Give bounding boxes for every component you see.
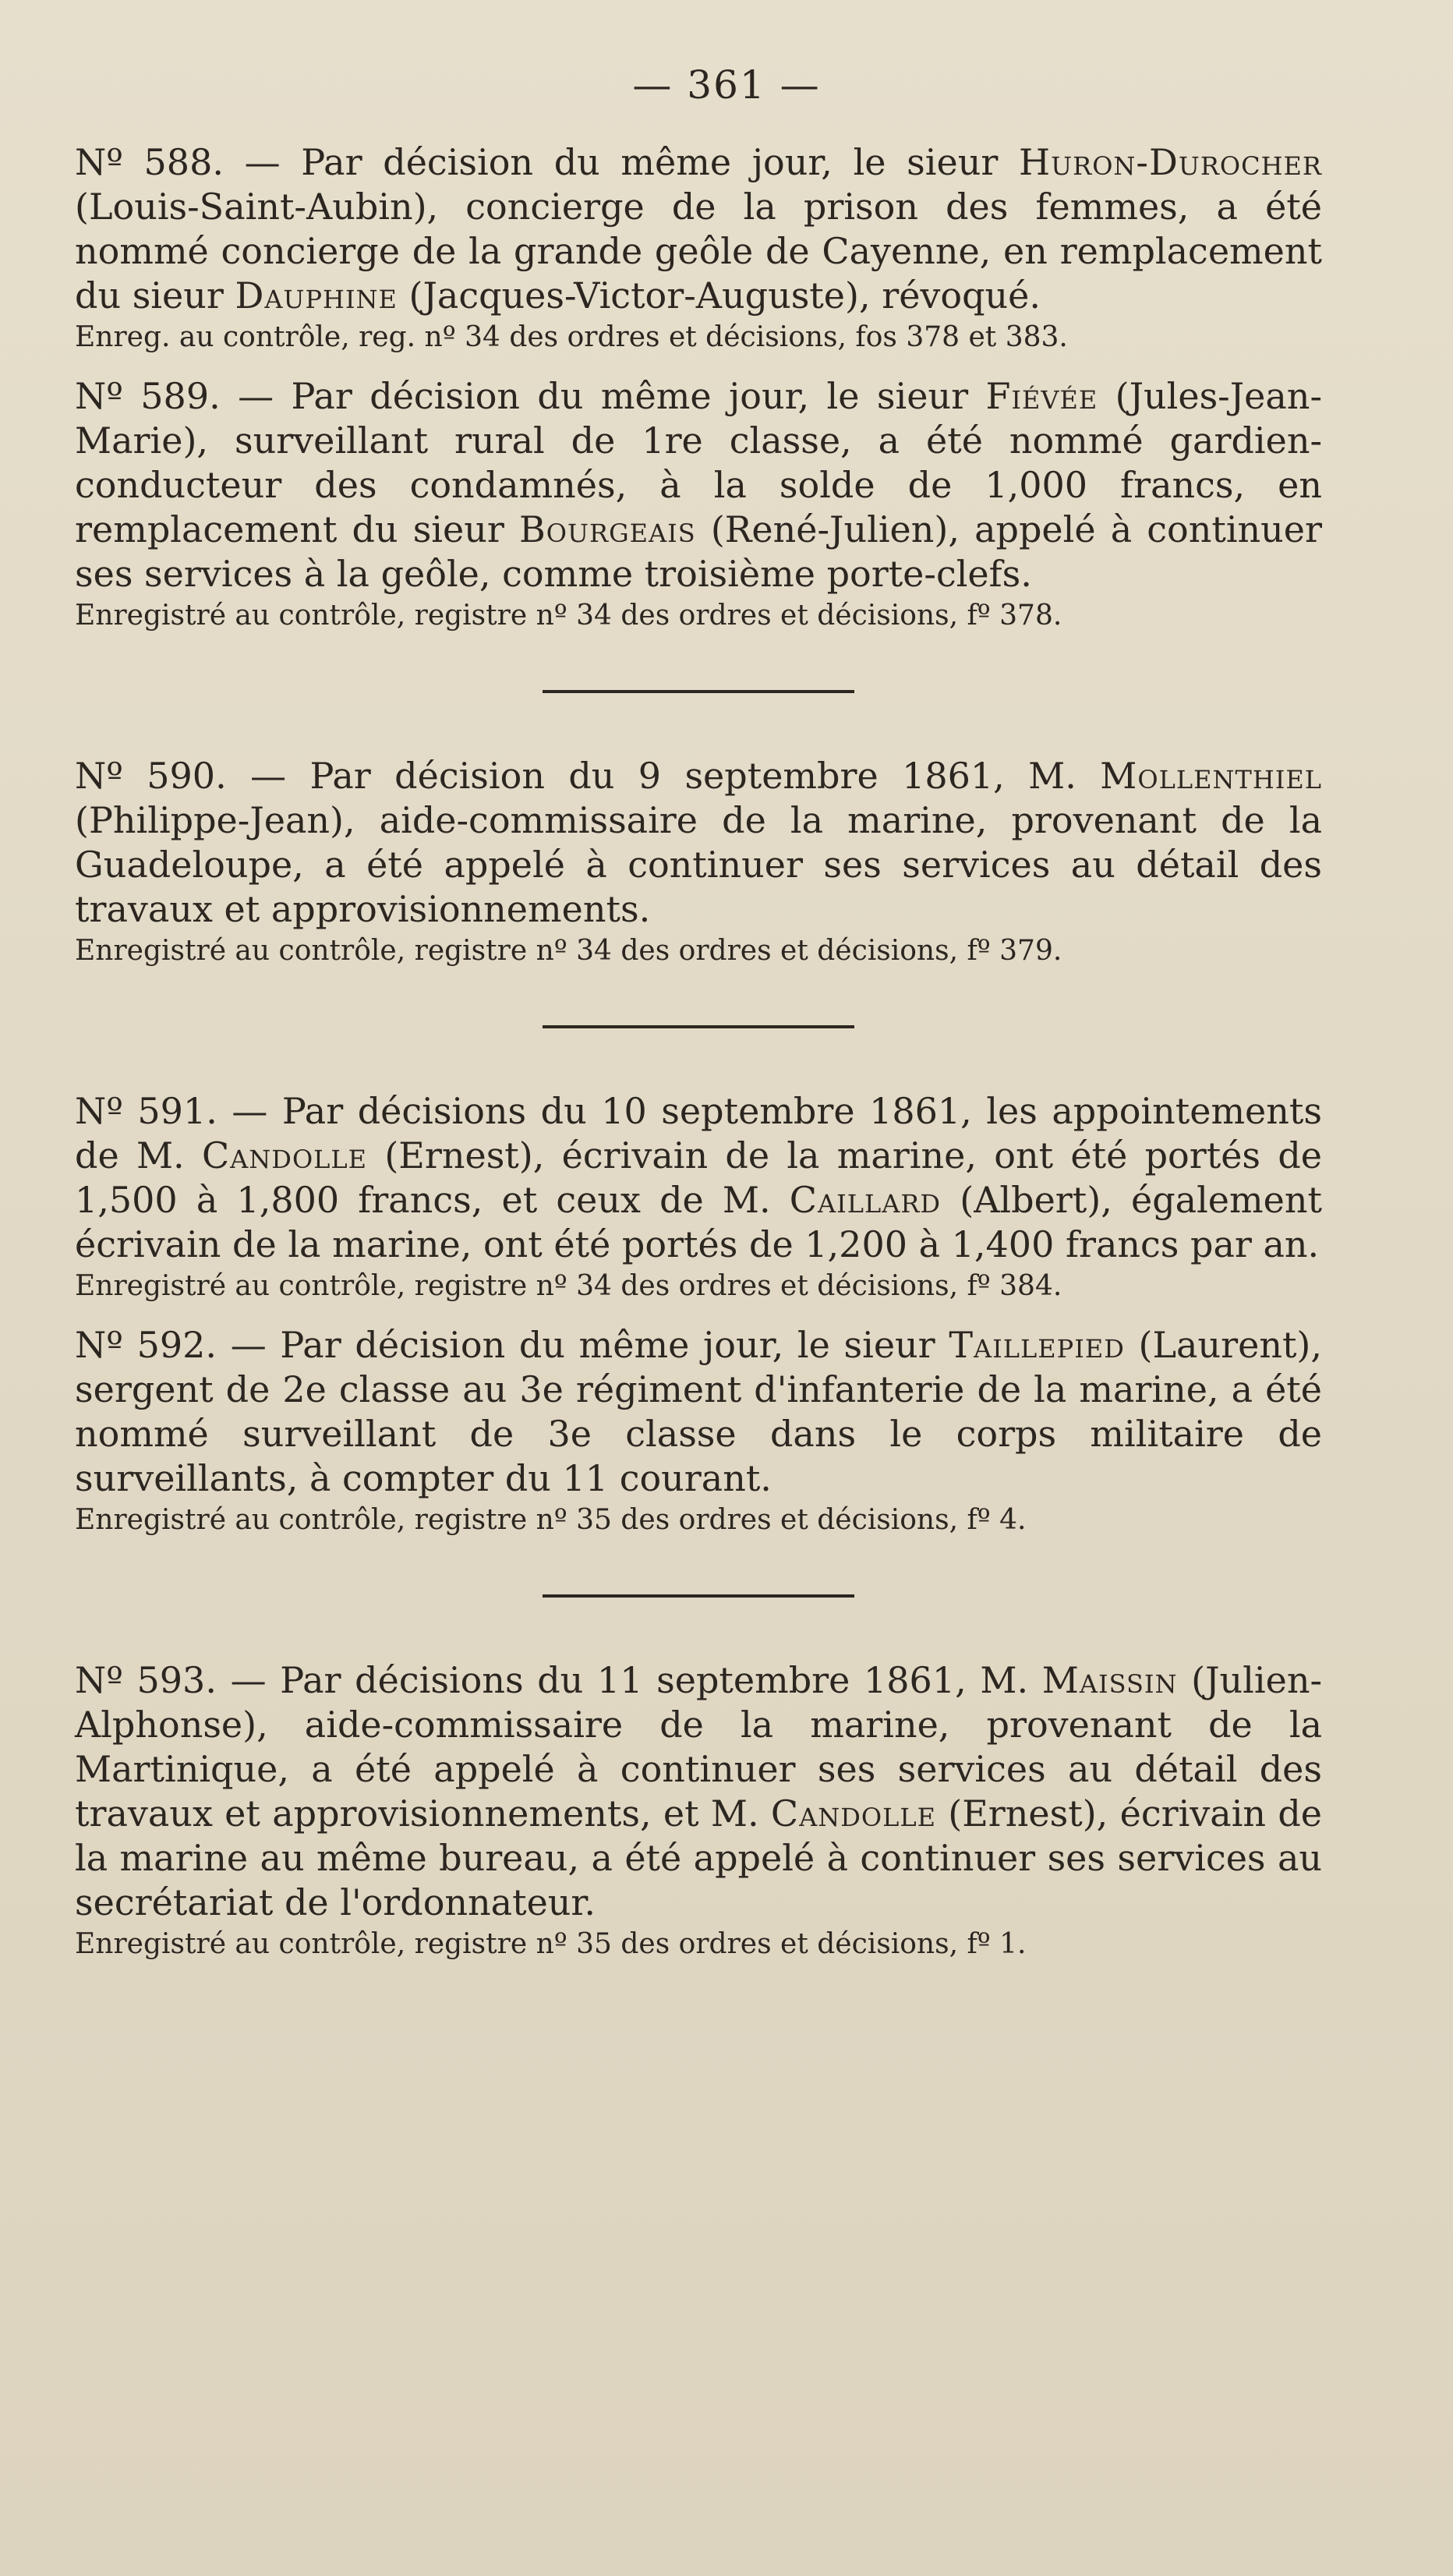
entry-number: Nº 593. xyxy=(75,1659,217,1701)
entry-591-text xyxy=(75,1089,1322,1267)
entry-593-text xyxy=(75,1658,1322,1925)
person-name: Taillepied xyxy=(949,1324,1125,1366)
entry-588-text xyxy=(75,140,1322,318)
entry-number: Nº 589. xyxy=(75,375,221,417)
entry-number: Nº 588. xyxy=(75,141,224,183)
person-name: Maissin xyxy=(1041,1659,1178,1701)
entry-text-segment: (Louis-Saint-Aubin), concierge de la prison des femmes, a été nommé concierge de la grande geôle de Cayenne, en remplacement du sieur xyxy=(75,186,1322,317)
person-name: Caillard xyxy=(789,1179,942,1221)
entry-592 xyxy=(75,1323,1322,1540)
person-name: Huron-Durocher xyxy=(1019,141,1322,183)
entry-text-segment: (Albert), également écrivain de la marine, ont été portés de 1,200 à 1,400 francs par an. xyxy=(75,1179,1322,1265)
entry-text-segment: — Par décision du même jour, le sieur xyxy=(217,1324,949,1366)
entry-text-segment: (Julien-Alphonse), aide-commissaire de la marine, provenant de la Martinique, a été appelé à continuer ses services au détail des travaux et approvisionnements, et M. xyxy=(75,1659,1322,1835)
registration-note: Enregistré au contrôle, registre nº 35 des ordres et décisions, fº 1. xyxy=(75,1928,1027,1960)
entry-number: Nº 592. xyxy=(75,1324,217,1366)
page-number: — 361 — xyxy=(632,62,821,108)
entry-589-text xyxy=(75,374,1322,596)
registration-note: Enregistré au contrôle, registre nº 35 des ordres et décisions, fº 4. xyxy=(75,1504,1027,1536)
entry-text-segment: (Ernest), écrivain de la marine au même bureau, a été appelé à continuer ses services au secrétariat de l'ordonnateur. xyxy=(75,1792,1323,1923)
entry-593 xyxy=(75,1658,1322,1964)
person-name: Candolle xyxy=(770,1792,936,1835)
entry-text-segment: — Par décisions du 10 septembre 1861, les appointements de M. xyxy=(75,1090,1322,1177)
registration-note: Enreg. au contrôle, reg. nº 34 des ordres et décisions, fos 378 et 383. xyxy=(75,321,1068,353)
entry-text-segment: — Par décision du même jour, le sieur xyxy=(223,141,1020,183)
registration-note: Enregistré au contrôle, registre nº 34 des ordres et décisions, fº 384. xyxy=(75,1270,1062,1302)
entry-number: Nº 591. xyxy=(75,1090,217,1132)
page-body xyxy=(75,140,1322,1964)
entry-590-text xyxy=(75,754,1322,932)
entry-text-segment: (Philippe-Jean), aide-commissaire de la marine, provenant de la Guadeloupe, a été appelé à continuer ses services au détail des travaux et approvisionnements. xyxy=(75,799,1322,930)
person-name: Dauphine xyxy=(235,274,398,317)
person-name: Bourgeais xyxy=(519,508,696,550)
person-name: Mollenthiel xyxy=(1100,755,1322,797)
entry-text-segment: — Par décision du même jour, le sieur xyxy=(220,375,986,417)
entry-text-segment: (Jules-Jean-Marie), surveillant rural de 1re classe, a été nommé gardien-conducteur des condamnés, à la solde de 1,000 francs, en remplacement du sieur xyxy=(75,375,1322,550)
entry-text-segment: (René-Julien), appelé à continuer ses services à la geôle, comme troisième porte-clefs. xyxy=(75,508,1322,595)
entry-number: Nº 590. xyxy=(75,755,227,797)
registration-note: Enregistré au contrôle, registre nº 34 des ordres et décisions, fº 378. xyxy=(75,600,1062,632)
entry-589 xyxy=(75,374,1322,635)
entry-text-segment: (Ernest), écrivain de la marine, ont été portés de 1,500 à 1,800 francs, et ceux de M. xyxy=(75,1134,1322,1221)
entry-text-segment: (Jacques-Victor-Auguste), révoqué. xyxy=(397,274,1041,317)
person-name: Fiévée xyxy=(985,375,1098,417)
entry-text-segment: — Par décisions du 11 septembre 1861, M. xyxy=(216,1659,1042,1701)
entry-text-segment: — Par décision du 9 septembre 1861, M. xyxy=(226,755,1101,797)
person-name: Candolle xyxy=(201,1134,368,1177)
registration-note: Enregistré au contrôle, registre nº 34 des ordres et décisions, fº 379. xyxy=(75,935,1062,967)
entry-text-segment: (Laurent), sergent de 2e classe au 3e régiment d'infanterie de la marine, a été nommé surveillant de 3e classe dans le corps militaire de surveillants, à compter du 11 courant. xyxy=(75,1324,1322,1499)
entry-592-text xyxy=(75,1323,1322,1501)
entry-588 xyxy=(75,140,1322,357)
entry-591 xyxy=(75,1089,1322,1306)
entry-590 xyxy=(75,754,1322,971)
